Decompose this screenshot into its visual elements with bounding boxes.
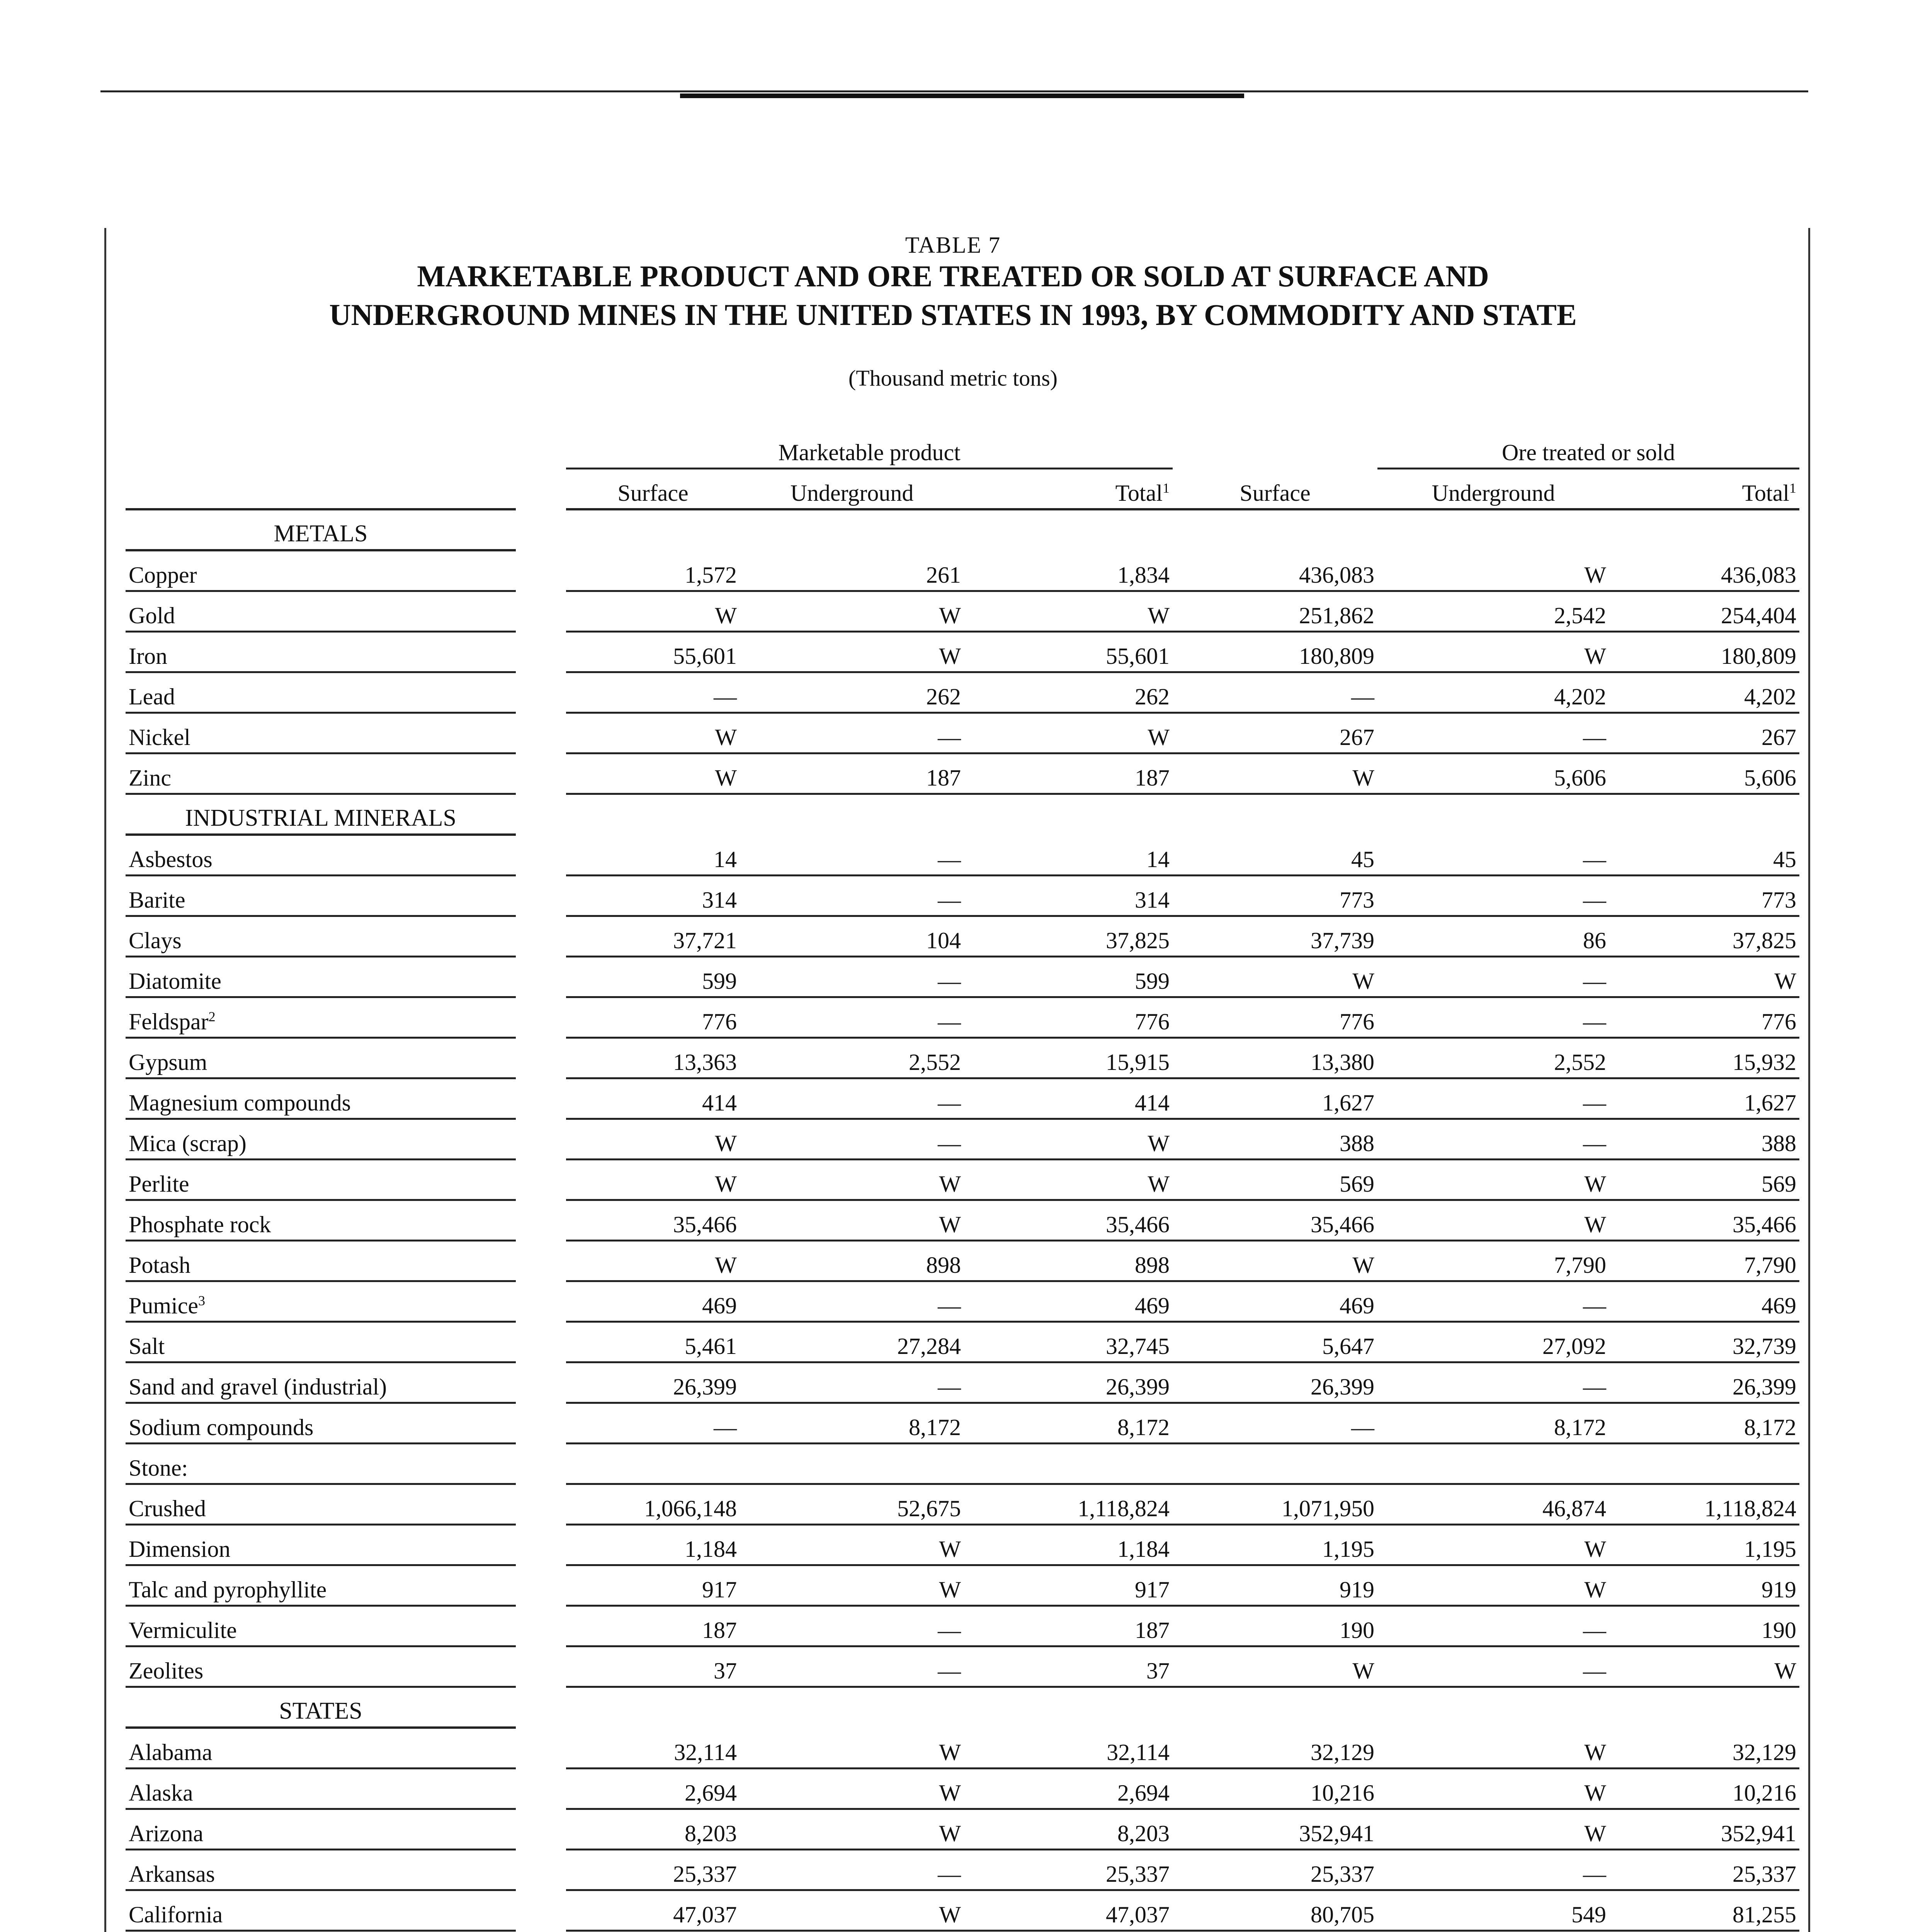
table-cell: W	[740, 591, 964, 632]
table-cell: 55,601	[964, 632, 1173, 672]
table-cell: W	[566, 1119, 740, 1160]
section-header-row	[126, 509, 1799, 550]
column-header-total: Total$^1$	[964, 469, 1173, 510]
table-row	[126, 1281, 1799, 1322]
table-row	[126, 1606, 1799, 1646]
table-cell: W	[1173, 1241, 1377, 1281]
table-cell: —	[740, 713, 964, 753]
table-cell: 14	[566, 835, 740, 876]
table-cell: W	[1173, 957, 1377, 997]
table-cell: 180,809	[1173, 632, 1377, 672]
table-cell: 13,363	[566, 1038, 740, 1078]
table-cell: 86	[1377, 916, 1609, 957]
table-cell: W	[1377, 1769, 1609, 1809]
table-cell: 32,114	[964, 1728, 1173, 1769]
table-cell: 55,601	[566, 632, 740, 672]
table-cell: —	[740, 997, 964, 1038]
table-cell: 187	[566, 1606, 740, 1646]
table-cell: —	[566, 672, 740, 713]
table-row	[126, 1403, 1799, 1444]
table-row	[126, 1769, 1799, 1809]
table-cell: 2,694	[964, 1769, 1173, 1809]
table-cell: 352,941	[1609, 1809, 1799, 1850]
column-header-surface: Surface	[1173, 469, 1377, 510]
table-cell: 26,399	[566, 1362, 740, 1403]
table-cell: 37,825	[964, 916, 1173, 957]
table-cell: 47,037	[566, 1890, 740, 1931]
table-cell: 776	[1173, 997, 1377, 1038]
table-cell: 187	[964, 1606, 1173, 1646]
table-cell: —	[1377, 713, 1609, 753]
table-cell: 569	[1609, 1160, 1799, 1200]
table-cell: 314	[964, 876, 1173, 916]
table-cell: 267	[1609, 713, 1799, 753]
table-cell: 919	[1173, 1565, 1377, 1606]
table-cell: W	[1377, 1728, 1609, 1769]
table-row	[126, 1200, 1799, 1241]
data-table	[126, 429, 1799, 1932]
row-label: Mica (scrap)	[126, 1119, 516, 1160]
table-cell: 32,129	[1173, 1728, 1377, 1769]
table-cell: 10,216	[1609, 1769, 1799, 1809]
top-rule	[100, 90, 1808, 92]
table-cell: W	[1377, 1565, 1609, 1606]
table-cell: 2,552	[740, 1038, 964, 1078]
table-row	[126, 1241, 1799, 1281]
row-label: Potash	[126, 1241, 516, 1281]
table-cell: 1,572	[566, 550, 740, 591]
table-row	[126, 1850, 1799, 1890]
table-row	[126, 1362, 1799, 1403]
table-cell: 776	[1609, 997, 1799, 1038]
table-cell: 7,790	[1609, 1241, 1799, 1281]
row-label: Gold	[126, 591, 516, 632]
table-cell: 1,195	[1173, 1525, 1377, 1565]
table-cell: 7,790	[1377, 1241, 1609, 1281]
table-cell: 27,284	[740, 1322, 964, 1362]
table-cell: 352,941	[1173, 1809, 1377, 1850]
table-cell: 81,255	[1609, 1890, 1799, 1931]
table-cell: 190	[1173, 1606, 1377, 1646]
table-cell: —	[1173, 1403, 1377, 1444]
table-cell: 414	[566, 1078, 740, 1119]
table-cell: W	[964, 1160, 1173, 1200]
table-cell: 1,184	[566, 1525, 740, 1565]
table-cell: 262	[964, 672, 1173, 713]
table-cell: 25,337	[964, 1850, 1173, 1890]
table-cell: 569	[1173, 1160, 1377, 1200]
table-cell: 37,825	[1609, 916, 1799, 957]
row-label: Nickel	[126, 713, 516, 753]
table-cell: —	[1377, 1646, 1609, 1687]
table-cell: 15,932	[1609, 1038, 1799, 1078]
table-cell: 5,606	[1609, 753, 1799, 794]
group-header-marketable-product: Marketable product	[566, 429, 1173, 469]
table-cell: 469	[566, 1281, 740, 1322]
table-cell: 15,915	[964, 1038, 1173, 1078]
table-cell: 4,202	[1377, 672, 1609, 713]
table-cell: W	[964, 1119, 1173, 1160]
table-row	[126, 550, 1799, 591]
table-cell: 436,083	[1173, 550, 1377, 591]
table-row	[126, 1931, 1799, 1932]
table-cell: 27,092	[1377, 1322, 1609, 1362]
table-cell: 1,627	[1173, 1078, 1377, 1119]
table-cell: 8,203	[964, 1809, 1173, 1850]
table-cell	[566, 1444, 740, 1484]
row-label: Arizona	[126, 1809, 516, 1850]
table-cell	[740, 1931, 964, 1932]
table-row	[126, 1890, 1799, 1931]
table-cell: 314	[566, 876, 740, 916]
table-cell: 32,129	[1609, 1728, 1799, 1769]
table-cell: 254,404	[1609, 591, 1799, 632]
row-label: Alaska	[126, 1769, 516, 1809]
table-cell: 599	[566, 957, 740, 997]
group-header-row	[126, 429, 1799, 469]
table-cell: 47,037	[964, 1890, 1173, 1931]
table-cell: 8,172	[1377, 1403, 1609, 1444]
table-cell: 8,172	[740, 1403, 964, 1444]
table-cell	[964, 1444, 1173, 1484]
top-rule-accent	[680, 94, 1244, 98]
row-label: Alabama	[126, 1728, 516, 1769]
table-cell: W	[740, 1890, 964, 1931]
row-label: Feldspar$^2$	[126, 997, 516, 1038]
table-row	[126, 876, 1799, 916]
column-header-underground: Underground	[740, 469, 964, 510]
table-cell: 37,721	[566, 916, 740, 957]
table-cell: —	[1377, 1606, 1609, 1646]
table-cell: 5,606	[1377, 753, 1609, 794]
table-cell: 45	[1609, 835, 1799, 876]
section-header-row	[126, 794, 1799, 835]
table-row	[126, 1038, 1799, 1078]
row-label: Talc and pyrophyllite	[126, 1565, 516, 1606]
table-cell: W	[1377, 1200, 1609, 1241]
table-body	[126, 509, 1799, 1932]
table-cell: 898	[740, 1241, 964, 1281]
row-label: California	[126, 1890, 516, 1931]
table-cell: W	[1173, 753, 1377, 794]
table-cell: W	[566, 1160, 740, 1200]
table-cell: 32,745	[964, 1322, 1173, 1362]
table-cell: 2,694	[566, 1769, 740, 1809]
table-cell: W	[1609, 957, 1799, 997]
table-cell: 8,203	[566, 1809, 740, 1850]
table-cell: —	[1377, 1119, 1609, 1160]
row-label: Arkansas	[126, 1850, 516, 1890]
table-cell: 8,172	[964, 1403, 1173, 1444]
row-label: Zinc	[126, 753, 516, 794]
table-cell: 14	[964, 835, 1173, 876]
table-row	[126, 1160, 1799, 1200]
table-cell: —	[566, 1403, 740, 1444]
table-cell	[1609, 1931, 1799, 1932]
row-label: Gypsum	[126, 1038, 516, 1078]
table-row	[126, 1119, 1799, 1160]
table-cell: 1,118,824	[1609, 1484, 1799, 1525]
row-label	[126, 1931, 516, 1932]
table-cell: 1,071,950	[1173, 1484, 1377, 1525]
table-cell: 8,172	[1609, 1403, 1799, 1444]
table-cell: 5,647	[1173, 1322, 1377, 1362]
table-title-line-1: MARKETABLE PRODUCT AND ORE TREATED OR SOLD AT SURFACE AND	[417, 259, 1489, 293]
table-cell: —	[740, 1850, 964, 1890]
section-heading: STATES	[126, 1687, 516, 1728]
table-row	[126, 1484, 1799, 1525]
table-cell: 1,195	[1609, 1525, 1799, 1565]
table-units: (Thousand metric tons)	[848, 366, 1058, 391]
table-cell	[1173, 1931, 1377, 1932]
table-cell: 35,466	[1609, 1200, 1799, 1241]
table-row	[126, 591, 1799, 632]
row-label: Salt	[126, 1322, 516, 1362]
table-cell: 80,705	[1173, 1890, 1377, 1931]
table-cell: —	[1377, 997, 1609, 1038]
table-cell: 35,466	[1173, 1200, 1377, 1241]
table-cell: 773	[1609, 876, 1799, 916]
table-cell: W	[740, 1565, 964, 1606]
table-cell: W	[1377, 1809, 1609, 1850]
table-row	[126, 835, 1799, 876]
table-cell: 26,399	[1173, 1362, 1377, 1403]
table-row	[126, 1646, 1799, 1687]
table-cell: 37	[964, 1646, 1173, 1687]
section-header-row	[126, 1687, 1799, 1728]
table-cell: 2,542	[1377, 591, 1609, 632]
row-label: Stone:	[126, 1444, 516, 1484]
table-cell: —	[740, 835, 964, 876]
table-cell	[1173, 1444, 1377, 1484]
table-row	[126, 1565, 1799, 1606]
table-cell: W	[964, 591, 1173, 632]
table-cell: W	[964, 713, 1173, 753]
table-cell: 13,380	[1173, 1038, 1377, 1078]
table-cell: W	[566, 753, 740, 794]
table-cell: —	[740, 1281, 964, 1322]
table-cell: 469	[964, 1281, 1173, 1322]
column-header-row	[126, 469, 1799, 510]
table-cell: 436,083	[1609, 550, 1799, 591]
column-header-total: Total$^1$	[1609, 469, 1799, 510]
table-cell: 251,862	[1173, 591, 1377, 632]
row-label: Iron	[126, 632, 516, 672]
table-cell: 262	[740, 672, 964, 713]
table-cell: 10,216	[1173, 1769, 1377, 1809]
right-margin-rule	[1808, 228, 1810, 1932]
table-cell: 1,627	[1609, 1078, 1799, 1119]
table-cell: 25,337	[1173, 1850, 1377, 1890]
table-cell	[566, 1931, 740, 1932]
table-cell: —	[740, 957, 964, 997]
table-cell: W	[1377, 632, 1609, 672]
row-label: Copper	[126, 550, 516, 591]
table-number: TABLE 7	[905, 232, 1001, 258]
table-cell: W	[740, 1809, 964, 1850]
column-header-underground: Underground	[1377, 469, 1609, 510]
table-cell	[740, 1444, 964, 1484]
row-label: Lead	[126, 672, 516, 713]
table-cell: 414	[964, 1078, 1173, 1119]
table-cell: W	[1377, 550, 1609, 591]
table-cell: 37	[566, 1646, 740, 1687]
table-cell: 261	[740, 550, 964, 591]
table-cell: 187	[964, 753, 1173, 794]
table-cell: 469	[1609, 1281, 1799, 1322]
table-row	[126, 1728, 1799, 1769]
table-cell: —	[740, 876, 964, 916]
row-label: Dimension	[126, 1525, 516, 1565]
table-cell: W	[1377, 1160, 1609, 1200]
table-cell: 104	[740, 916, 964, 957]
table-row	[126, 1078, 1799, 1119]
table-row	[126, 916, 1799, 957]
table-cell: —	[740, 1362, 964, 1403]
table-row	[126, 672, 1799, 713]
row-label: Sodium compounds	[126, 1403, 516, 1444]
table-cell: W	[740, 1728, 964, 1769]
table-cell: —	[1377, 1850, 1609, 1890]
row-label: Vermiculite	[126, 1606, 516, 1646]
table-cell: 25,337	[1609, 1850, 1799, 1890]
table-cell: —	[1377, 1281, 1609, 1322]
table-cell: 32,739	[1609, 1322, 1799, 1362]
table-cell: 187	[740, 753, 964, 794]
table-cell: 549	[1377, 1890, 1609, 1931]
row-label: Clays	[126, 916, 516, 957]
row-label: Barite	[126, 876, 516, 916]
table-cell: —	[740, 1606, 964, 1646]
table-cell: 26,399	[1609, 1362, 1799, 1403]
table-cell: 25,337	[566, 1850, 740, 1890]
table-cell: 776	[964, 997, 1173, 1038]
table-cell: W	[1377, 1525, 1609, 1565]
table-cell: 46,874	[1377, 1484, 1609, 1525]
left-margin-rule	[104, 228, 106, 1932]
table-cell: 1,066,148	[566, 1484, 740, 1525]
table-cell: —	[1377, 1362, 1609, 1403]
table-cell: —	[740, 1078, 964, 1119]
table-cell: 388	[1173, 1119, 1377, 1160]
table-row	[126, 1322, 1799, 1362]
table-row	[126, 632, 1799, 672]
table-cell: 35,466	[964, 1200, 1173, 1241]
row-label: Perlite	[126, 1160, 516, 1200]
table-title	[0, 257, 1906, 334]
table-row	[126, 713, 1799, 753]
table-cell: —	[1377, 957, 1609, 997]
table-cell: 919	[1609, 1565, 1799, 1606]
table-cell: 45	[1173, 835, 1377, 876]
table-cell: —	[740, 1119, 964, 1160]
row-label: Asbestos	[126, 835, 516, 876]
table-title-line-2: UNDERGROUND MINES IN THE UNITED STATES IN 1993, BY COMMODITY AND STATE	[329, 298, 1577, 332]
table-cell: W	[566, 713, 740, 753]
row-label: Magnesium compounds	[126, 1078, 516, 1119]
table-cell: W	[1173, 1646, 1377, 1687]
table-cell	[1609, 1444, 1799, 1484]
table-cell: 773	[1173, 876, 1377, 916]
table-cell: 917	[964, 1565, 1173, 1606]
table-row	[126, 1809, 1799, 1850]
table-cell: 469	[1173, 1281, 1377, 1322]
table-cell: 4,202	[1609, 672, 1799, 713]
group-header-ore-treated: Ore treated or sold	[1377, 429, 1799, 469]
table-cell: 388	[1609, 1119, 1799, 1160]
table-cell	[1377, 1444, 1609, 1484]
table-cell: 599	[964, 957, 1173, 997]
section-heading: INDUSTRIAL MINERALS	[126, 794, 516, 835]
table-cell: 2,552	[1377, 1038, 1609, 1078]
section-heading: METALS	[126, 509, 516, 550]
row-label: Phosphate rock	[126, 1200, 516, 1241]
table-row	[126, 1444, 1799, 1484]
table-cell: 35,466	[566, 1200, 740, 1241]
table-cell: 267	[1173, 713, 1377, 753]
table-cell: —	[1377, 876, 1609, 916]
row-label: Zeolites	[126, 1646, 516, 1687]
table-row	[126, 753, 1799, 794]
table-cell: 917	[566, 1565, 740, 1606]
table-cell: 190	[1609, 1606, 1799, 1646]
table-cell: 26,399	[964, 1362, 1173, 1403]
table-cell: 1,118,824	[964, 1484, 1173, 1525]
table-cell: —	[1377, 1078, 1609, 1119]
table-cell: 5,461	[566, 1322, 740, 1362]
table-cell: 32,114	[566, 1728, 740, 1769]
table-cell: W	[740, 632, 964, 672]
table-cell: 52,675	[740, 1484, 964, 1525]
row-label: Pumice$^3$	[126, 1281, 516, 1322]
table-cell: W	[740, 1200, 964, 1241]
table-cell: W	[740, 1160, 964, 1200]
table-cell: —	[1377, 835, 1609, 876]
table-row	[126, 997, 1799, 1038]
table-row	[126, 1525, 1799, 1565]
row-label: Crushed	[126, 1484, 516, 1525]
table-cell: 180,809	[1609, 632, 1799, 672]
table-cell: W	[1609, 1646, 1799, 1687]
table-cell	[964, 1931, 1173, 1932]
table-cell: 776	[566, 997, 740, 1038]
table-cell	[1377, 1931, 1609, 1932]
table-cell: 1,834	[964, 550, 1173, 591]
row-label: Sand and gravel (industrial)	[126, 1362, 516, 1403]
table-cell: —	[1173, 672, 1377, 713]
table-cell: 898	[964, 1241, 1173, 1281]
table-cell: W	[566, 591, 740, 632]
table-cell: —	[740, 1646, 964, 1687]
table-row	[126, 957, 1799, 997]
row-label: Diatomite	[126, 957, 516, 997]
table-cell: 1,184	[964, 1525, 1173, 1565]
table-cell: W	[740, 1525, 964, 1565]
table-cell: W	[740, 1769, 964, 1809]
column-header-surface: Surface	[566, 469, 740, 510]
table-cell: 37,739	[1173, 916, 1377, 957]
table-cell: W	[566, 1241, 740, 1281]
